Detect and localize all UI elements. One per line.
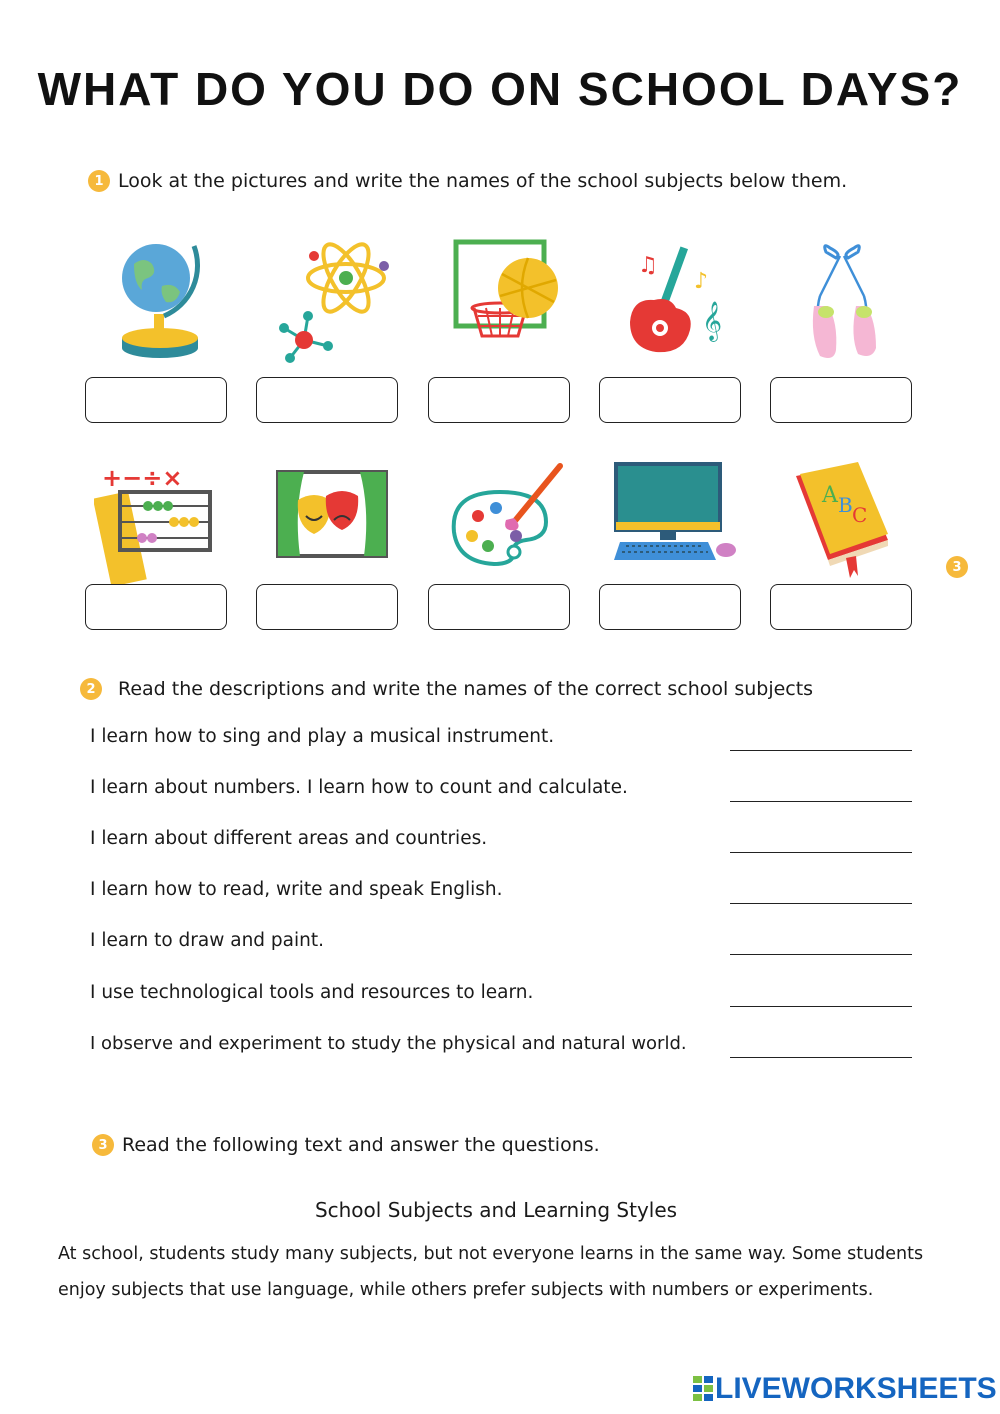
answer-line[interactable]: [730, 954, 912, 955]
description-row: [90, 1033, 912, 1063]
answer-box[interactable]: [428, 584, 570, 630]
description-text: I learn about numbers. I learn how to count and calculate.: [90, 777, 628, 798]
logo-text: LIVEWORKSHEETS: [715, 1372, 997, 1405]
section1-instruction-text: Look at the pictures and write the names of the school subjects below them.: [118, 170, 848, 192]
description-row: [90, 879, 912, 909]
description-text: I use technological tools and resources to learn.: [90, 982, 534, 1003]
description-text: I learn to draw and paint.: [90, 930, 324, 951]
answer-box[interactable]: [599, 377, 741, 423]
section3-instruction: [92, 1134, 600, 1156]
svg-text:𝄞: 𝄞: [702, 301, 723, 341]
answer-box[interactable]: [85, 584, 227, 630]
answer-line[interactable]: [730, 852, 912, 853]
svg-text:C: C: [852, 503, 868, 527]
description-text: I learn how to read, write and speak English.: [90, 879, 503, 900]
section-number-badge: 1: [88, 170, 110, 192]
guitar-music-icon: [608, 236, 738, 366]
answer-box[interactable]: [770, 584, 912, 630]
abc-book-icon: [780, 460, 910, 590]
liveworksheets-logo: [693, 1372, 997, 1406]
basketball-hoop-icon: [440, 236, 570, 366]
description-row: [90, 930, 912, 960]
answer-line[interactable]: [730, 1006, 912, 1007]
page-title: WHAT DO YOU DO ON SCHOOL DAYS?: [37, 63, 963, 115]
description-row: [90, 726, 912, 756]
answer-box[interactable]: [85, 377, 227, 423]
paint-palette-icon: [440, 460, 570, 590]
globe-icon: [94, 236, 224, 366]
description-text: I learn about different areas and countries.: [90, 828, 488, 849]
svg-text:♪: ♪: [694, 269, 709, 294]
logo-blocks-icon: [693, 1376, 715, 1402]
answer-box[interactable]: [428, 377, 570, 423]
description-text: I learn how to sing and play a musical instrument.: [90, 726, 555, 747]
svg-text:A: A: [822, 483, 838, 508]
answer-line[interactable]: [730, 801, 912, 802]
answer-line[interactable]: [730, 1057, 912, 1058]
section-number-badge: 2: [80, 678, 102, 700]
section2-instruction-text: Read the descriptions and write the names of the correct school subjects: [118, 678, 814, 700]
answer-box[interactable]: [256, 584, 398, 630]
reading-title: School Subjects and Learning Styles: [314, 1198, 678, 1222]
answer-box[interactable]: [599, 584, 741, 630]
description-row: [90, 828, 912, 858]
svg-text:B: B: [838, 493, 853, 517]
reading-paragraph: At school, students study many subjects, but not everyone learns in the same way. Some students enjoy subjects that use language, while others prefer subjects with numbers or experiments.: [58, 1244, 924, 1300]
answer-box[interactable]: [770, 377, 912, 423]
answer-line[interactable]: [730, 750, 912, 751]
section1-instruction: [88, 170, 847, 192]
section2-instruction: [80, 678, 813, 700]
answer-box[interactable]: [256, 377, 398, 423]
science-atom-icon: [264, 236, 394, 366]
section3-instruction-text: Read the following text and answer the questions.: [122, 1134, 600, 1156]
description-row: [90, 982, 912, 1012]
theater-masks-icon: [264, 460, 394, 590]
svg-text:+−÷×: +−÷×: [102, 464, 183, 492]
ballet-shoes-icon: [780, 236, 910, 366]
section-number-badge: 3: [92, 1134, 114, 1156]
computer-icon: [608, 460, 738, 590]
abacus-math-icon: [94, 460, 224, 590]
svg-text:♫: ♫: [638, 253, 658, 278]
page-marker-badge: 3: [946, 556, 968, 578]
description-text: I observe and experiment to study the physical and natural world.: [90, 1033, 687, 1054]
answer-line[interactable]: [730, 903, 912, 904]
description-row: [90, 777, 912, 807]
